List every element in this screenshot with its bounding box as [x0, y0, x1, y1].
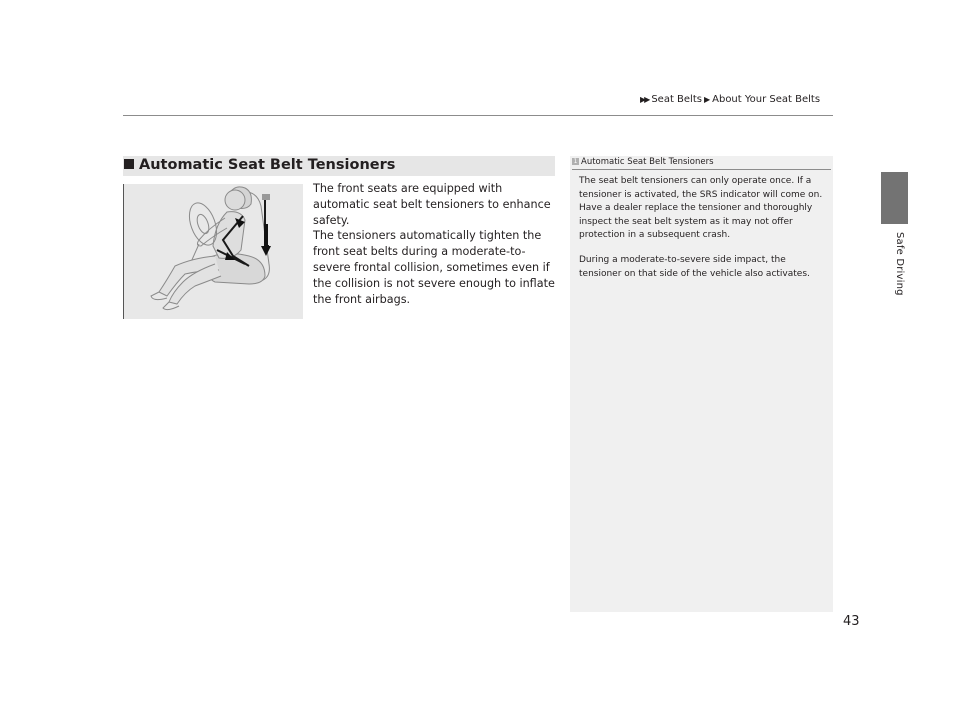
reference-marker-icon: 1 [573, 158, 578, 165]
sidebar-title [572, 157, 831, 170]
breadcrumb-separator-icon: ▶ [703, 95, 711, 104]
seated-occupant-illustration [123, 184, 303, 319]
section-title-text: Automatic Seat Belt Tensioners [139, 157, 396, 173]
breadcrumb-item-about-seat-belts[interactable]: About Your Seat Belts [712, 94, 821, 105]
breadcrumb-item-seat-belts[interactable]: Seat Belts [651, 94, 702, 105]
chapter-tab[interactable] [881, 172, 908, 224]
sidebar-title-text: Automatic Seat Belt Tensioners [581, 157, 714, 167]
section-title [124, 157, 395, 173]
sidebar-note: The seat belt tensioners can only operate once. If a tensioner is activated, the SRS indicator will come on. Have a dealer replace the tensioner and thoroughly inspect the seat belt system as it may not offer protection in a subsequent crash. [579, 176, 823, 240]
section-square-icon [124, 159, 134, 169]
header-divider [123, 115, 833, 116]
figure-left-border [123, 184, 124, 319]
page-number: 43 [843, 614, 860, 629]
seat-belt-tensioner-illustration [123, 184, 303, 319]
sidebar-note: During a moderate-to-severe side impact, the tensioner on that side of the vehicle also activates. [579, 255, 810, 279]
breadcrumb-arrow-icon: ▶▶ [640, 95, 649, 104]
breadcrumb [640, 94, 833, 105]
chapter-tab-label: Safe Driving [894, 232, 905, 296]
body-paragraph: The front seats are equipped with automatic seat belt tensioners to enhance safety. [313, 182, 551, 227]
body-paragraph: The tensioners automatically tighten the front seat belts during a moderate-to-severe frontal collision, sometimes even if the collision is not severe enough to inflate the front airbags. [313, 229, 555, 306]
